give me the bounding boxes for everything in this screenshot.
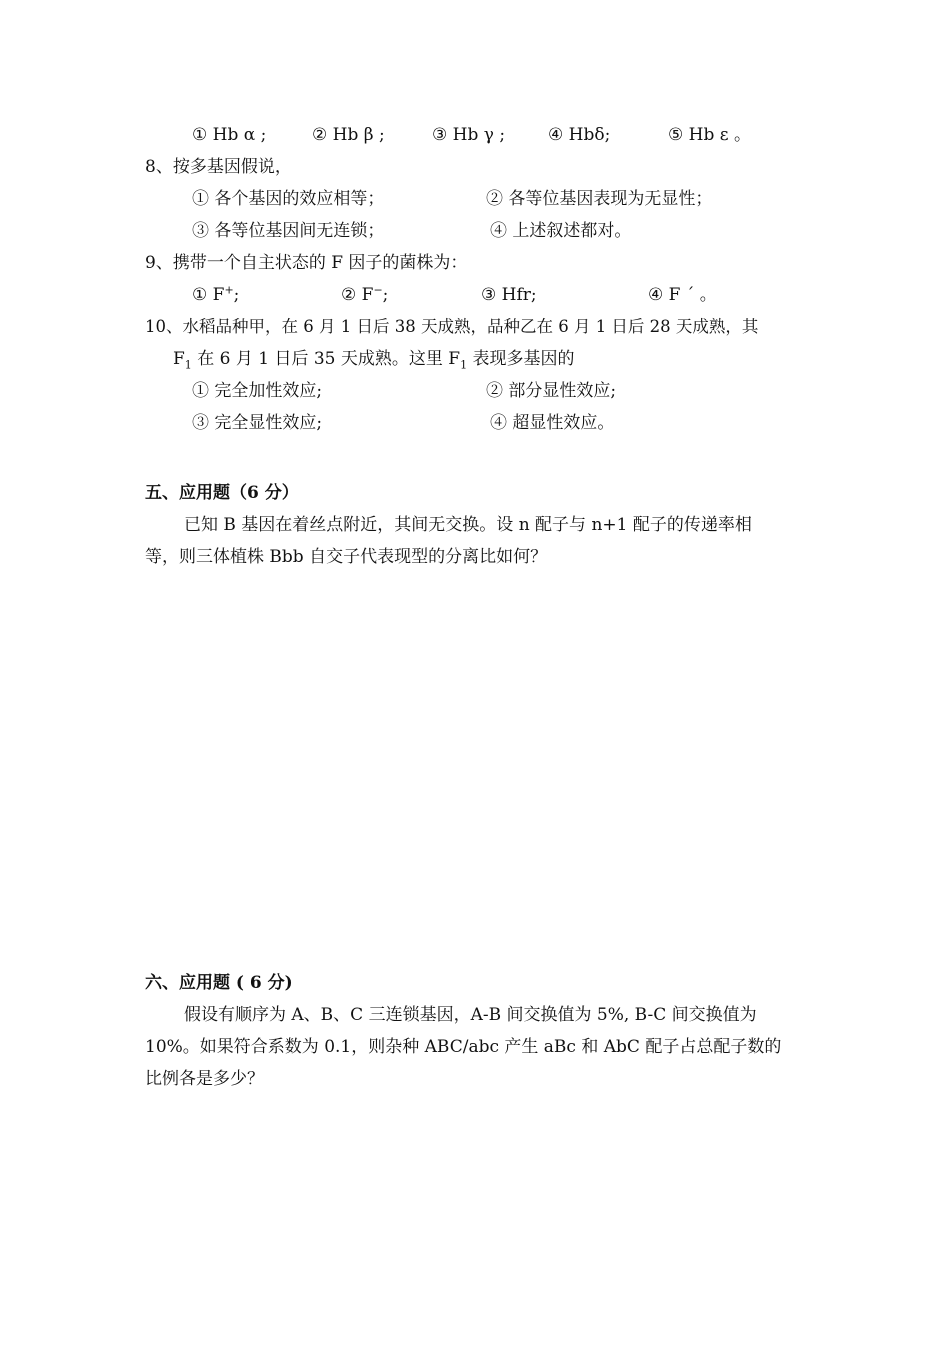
q9-stem: 9、携带一个自主状态的 F 因子的菌株为： bbox=[145, 253, 468, 273]
q9-option-1-text: ① F bbox=[192, 285, 225, 305]
q9-option-1 bbox=[192, 284, 239, 306]
q9-option-2 bbox=[341, 284, 388, 306]
section5-heading: 五、应用题（6 分） bbox=[145, 483, 299, 503]
q7-option-3: ③ Hb γ ; bbox=[432, 125, 506, 145]
q9-option-3 bbox=[481, 284, 537, 306]
q9-option-1-suffix: ; bbox=[233, 285, 240, 305]
q7-option-5: ⑤ Hb ε 。 bbox=[668, 125, 751, 145]
q8-option-3: ③ 各等位基因间无连锁； bbox=[192, 221, 385, 241]
section5-line1: 已知 B 基因在着丝点附近，其间无交换。设 n 配子与 n+1 配子的传递率相 bbox=[184, 515, 752, 535]
q10-f1-a: F bbox=[173, 349, 185, 369]
q9-option-2-text: ② F bbox=[341, 285, 374, 305]
q9-option-2-sup: − bbox=[373, 283, 383, 297]
q8-option-4: ④ 上述叙述都对。 bbox=[490, 221, 632, 241]
section6-line1: 假设有顺序为 A、B、C 三连锁基因，A-B 间交换值为 5%, B-C 间交换值为 bbox=[184, 1005, 757, 1025]
q8-stem: 8、按多基因假说， bbox=[145, 157, 292, 177]
q10-option-3: ③ 完全显性效应; bbox=[192, 413, 323, 433]
q7-option-4: ④ Hbδ; bbox=[548, 125, 611, 145]
q10-stem-line1: 10、水稻品种甲，在 6 月 1 日后 38 天成熟，品种乙在 6 月 1 日后 28 天成熟，其 bbox=[145, 317, 759, 336]
q10-f1-a-sub: 1 bbox=[184, 358, 192, 372]
q8-option-2: ② 各等位基因表现为无显性； bbox=[486, 189, 713, 209]
q9-option-4-text: ④ F ´ 。 bbox=[648, 285, 717, 305]
q8-option-1: ① 各个基因的效应相等； bbox=[192, 189, 385, 209]
q10-option-1: ① 完全加性效应; bbox=[192, 381, 323, 401]
q10-stem-line2 bbox=[173, 348, 575, 370]
q9-option-2-suffix: ; bbox=[382, 285, 389, 305]
section5-line2: 等，则三体植株 Bbb 自交子代表现型的分离比如何？ bbox=[145, 547, 548, 567]
section6-line2: 10%。如果符合系数为 0.1，则杂种 ABC/abc 产生 aBc 和 AbC 配子占总配子数的 bbox=[145, 1037, 782, 1057]
section6-line3: 比例各是多少？ bbox=[145, 1069, 264, 1089]
q9-option-1-sup: + bbox=[224, 283, 234, 297]
q10-option-2: ② 部分显性效应; bbox=[486, 381, 617, 401]
q10-option-4: ④ 超显性效应。 bbox=[490, 413, 615, 433]
section6-heading: 六、应用题 ( 6 分) bbox=[145, 973, 293, 993]
q7-option-1: ① Hb α ; bbox=[192, 125, 267, 145]
q7-option-2: ② Hb β ; bbox=[312, 125, 385, 145]
q10-stem-mid: 在 6 月 1 日后 35 天成熟。这里 F bbox=[191, 349, 461, 369]
q10-stem-end: 表现多基因的 bbox=[467, 349, 575, 369]
q10-f1-b-sub: 1 bbox=[460, 358, 468, 372]
q9-option-4 bbox=[648, 284, 717, 306]
q9-option-3-text: ③ Hfr; bbox=[481, 285, 537, 305]
